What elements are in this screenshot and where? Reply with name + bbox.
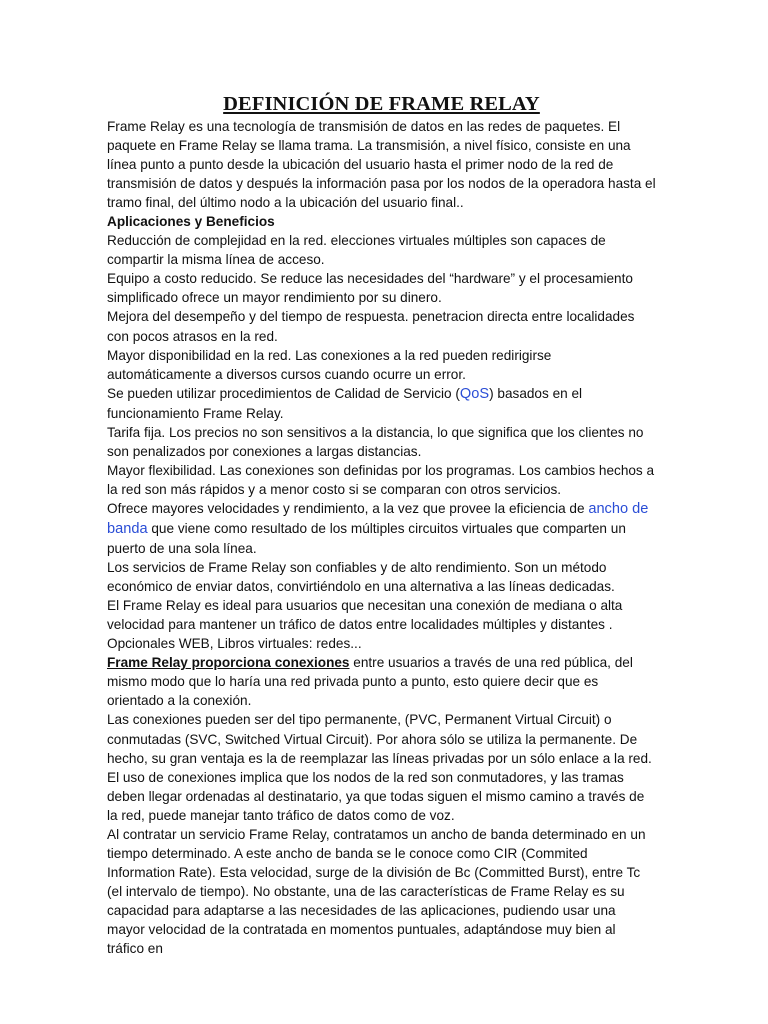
ancho-de-banda-link[interactable]: ancho de banda bbox=[107, 500, 649, 537]
paragraph-conmutadores: El uso de conexiones implica que los nodos de la red son conmutadores, y las tramas deben llegar ordenadas al destinatario, ya que todas siguen el mismo camino a través de la red, puede manejar tanto tráfico de datos como de voz. bbox=[107, 769, 645, 823]
paragraph-ideal: El Frame Relay es ideal para usuarios que necesitan una conexión de mediana o alta velocidad para mantener un tráfico de datos entre localidades múltiples y distantes . bbox=[107, 598, 623, 633]
velocidades-text-before: Ofrece mayores velocidades y rendimiento, a la vez que provee la eficiencia de bbox=[107, 500, 589, 516]
paragraph-mejora: Mejora del desempeño y del tiempo de respuesta. penetracion directa entre localidades con pocos atrasos en la red. bbox=[107, 309, 635, 344]
paragraph-contratar: Al contratar un servicio Frame Relay, contratamos un ancho de banda determinado en un tiempo determinado. A este ancho de banda se le conoce como CIR (Commited Information Rate). Esta velocidad, surge de la división de Bc (Committed Burst), entre Tc (el intervalo de tiempo). No obstante, una de las características de Frame Relay es su capacidad para adaptarse a las necesidades de las aplicaciones, pudiendo usar una mayor velocidad de la contratada en momentos puntuales, adaptándose muy bien al tráfico en bbox=[107, 826, 646, 957]
conexiones-text-after: entre usuarios a través de una red pública, del mismo modo que lo haría una red privada punto a punto, esto quiere decir que es orientado a la conexión. bbox=[107, 655, 633, 709]
paragraph-tipos-conexion: Las conexiones pueden ser del tipo permanente, (PVC, Permanent Virtual Circuit) o conmutadas (SVC, Switched Virtual Circuit). Por ahora sólo se utiliza la permanente. De hecho, su gran ventaja es la de reemplazar las líneas privadas por un sólo enlace a la red. bbox=[107, 712, 652, 766]
document-title: DEFINICIÓN DE FRAME RELAY bbox=[223, 93, 540, 115]
paragraph-flexibilidad: Mayor flexibilidad. Las conexiones son definidas por los programas. Los cambios hechos a la red son más rápidos y a menor costo si se comparan con otros servicios. bbox=[107, 462, 655, 497]
paragraph-velocidades bbox=[107, 499, 656, 558]
section-heading: Aplicaciones y Beneficios bbox=[107, 214, 275, 230]
paragraph-confiables: Los servicios de Frame Relay son confiables y de alto rendimiento. Son un método económico de enviar datos, convirtiéndolo en una alternativa a las líneas dedicadas. bbox=[107, 560, 615, 595]
paragraph-qos bbox=[107, 384, 656, 423]
paragraph-disponibilidad: Mayor disponibilidad en la red. Las conexiones a la red pueden redirigirse automáticamente a diversos cursos cuando ocurre un error. bbox=[107, 347, 552, 382]
paragraph-opcionales: Opcionales WEB, Libros virtuales: redes... bbox=[107, 636, 362, 652]
qos-text-after: ) basados en el funcionamiento Frame Relay. bbox=[107, 385, 583, 421]
conexiones-bold-text: Frame Relay proporciona conexiones bbox=[107, 655, 350, 671]
qos-link[interactable]: QoS bbox=[459, 385, 490, 402]
paragraph-equipo: Equipo a costo reducido. Se reduce las necesidades del “hardware” y el procesamiento simplificado ofrece un mayor rendimiento por su dinero. bbox=[107, 271, 633, 306]
intro-paragraph: Frame Relay es una tecnología de transmisión de datos en las redes de paquetes. El paquete en Frame Relay se llama trama. La transmisión, a nivel físico, consiste en una línea punto a punto desde la ubicación del usuario hasta el primer nodo de la red de transmisión de datos y después la información pasa por los nodos de la operadora hasta el tramo final, del último nodo a la ubicación del usuario final.. bbox=[107, 119, 656, 211]
paragraph-tarifa: Tarifa fija. Los precios no son sensitivos a la distancia, lo que significa que los clientes no son penalizados por conexiones a largas distancias. bbox=[107, 424, 644, 459]
paragraph-conexiones bbox=[107, 653, 656, 710]
velocidades-text-after: que viene como resultado de los múltiples circuitos virtuales que comparten un puerto de una sola línea. bbox=[107, 520, 626, 557]
qos-text-before: Se pueden utilizar procedimientos de Calidad de Servicio ( bbox=[107, 385, 460, 401]
paragraph-reduccion: Reducción de complejidad en la red. elecciones virtuales múltiples son capaces de compartir la misma línea de acceso. bbox=[107, 233, 606, 268]
